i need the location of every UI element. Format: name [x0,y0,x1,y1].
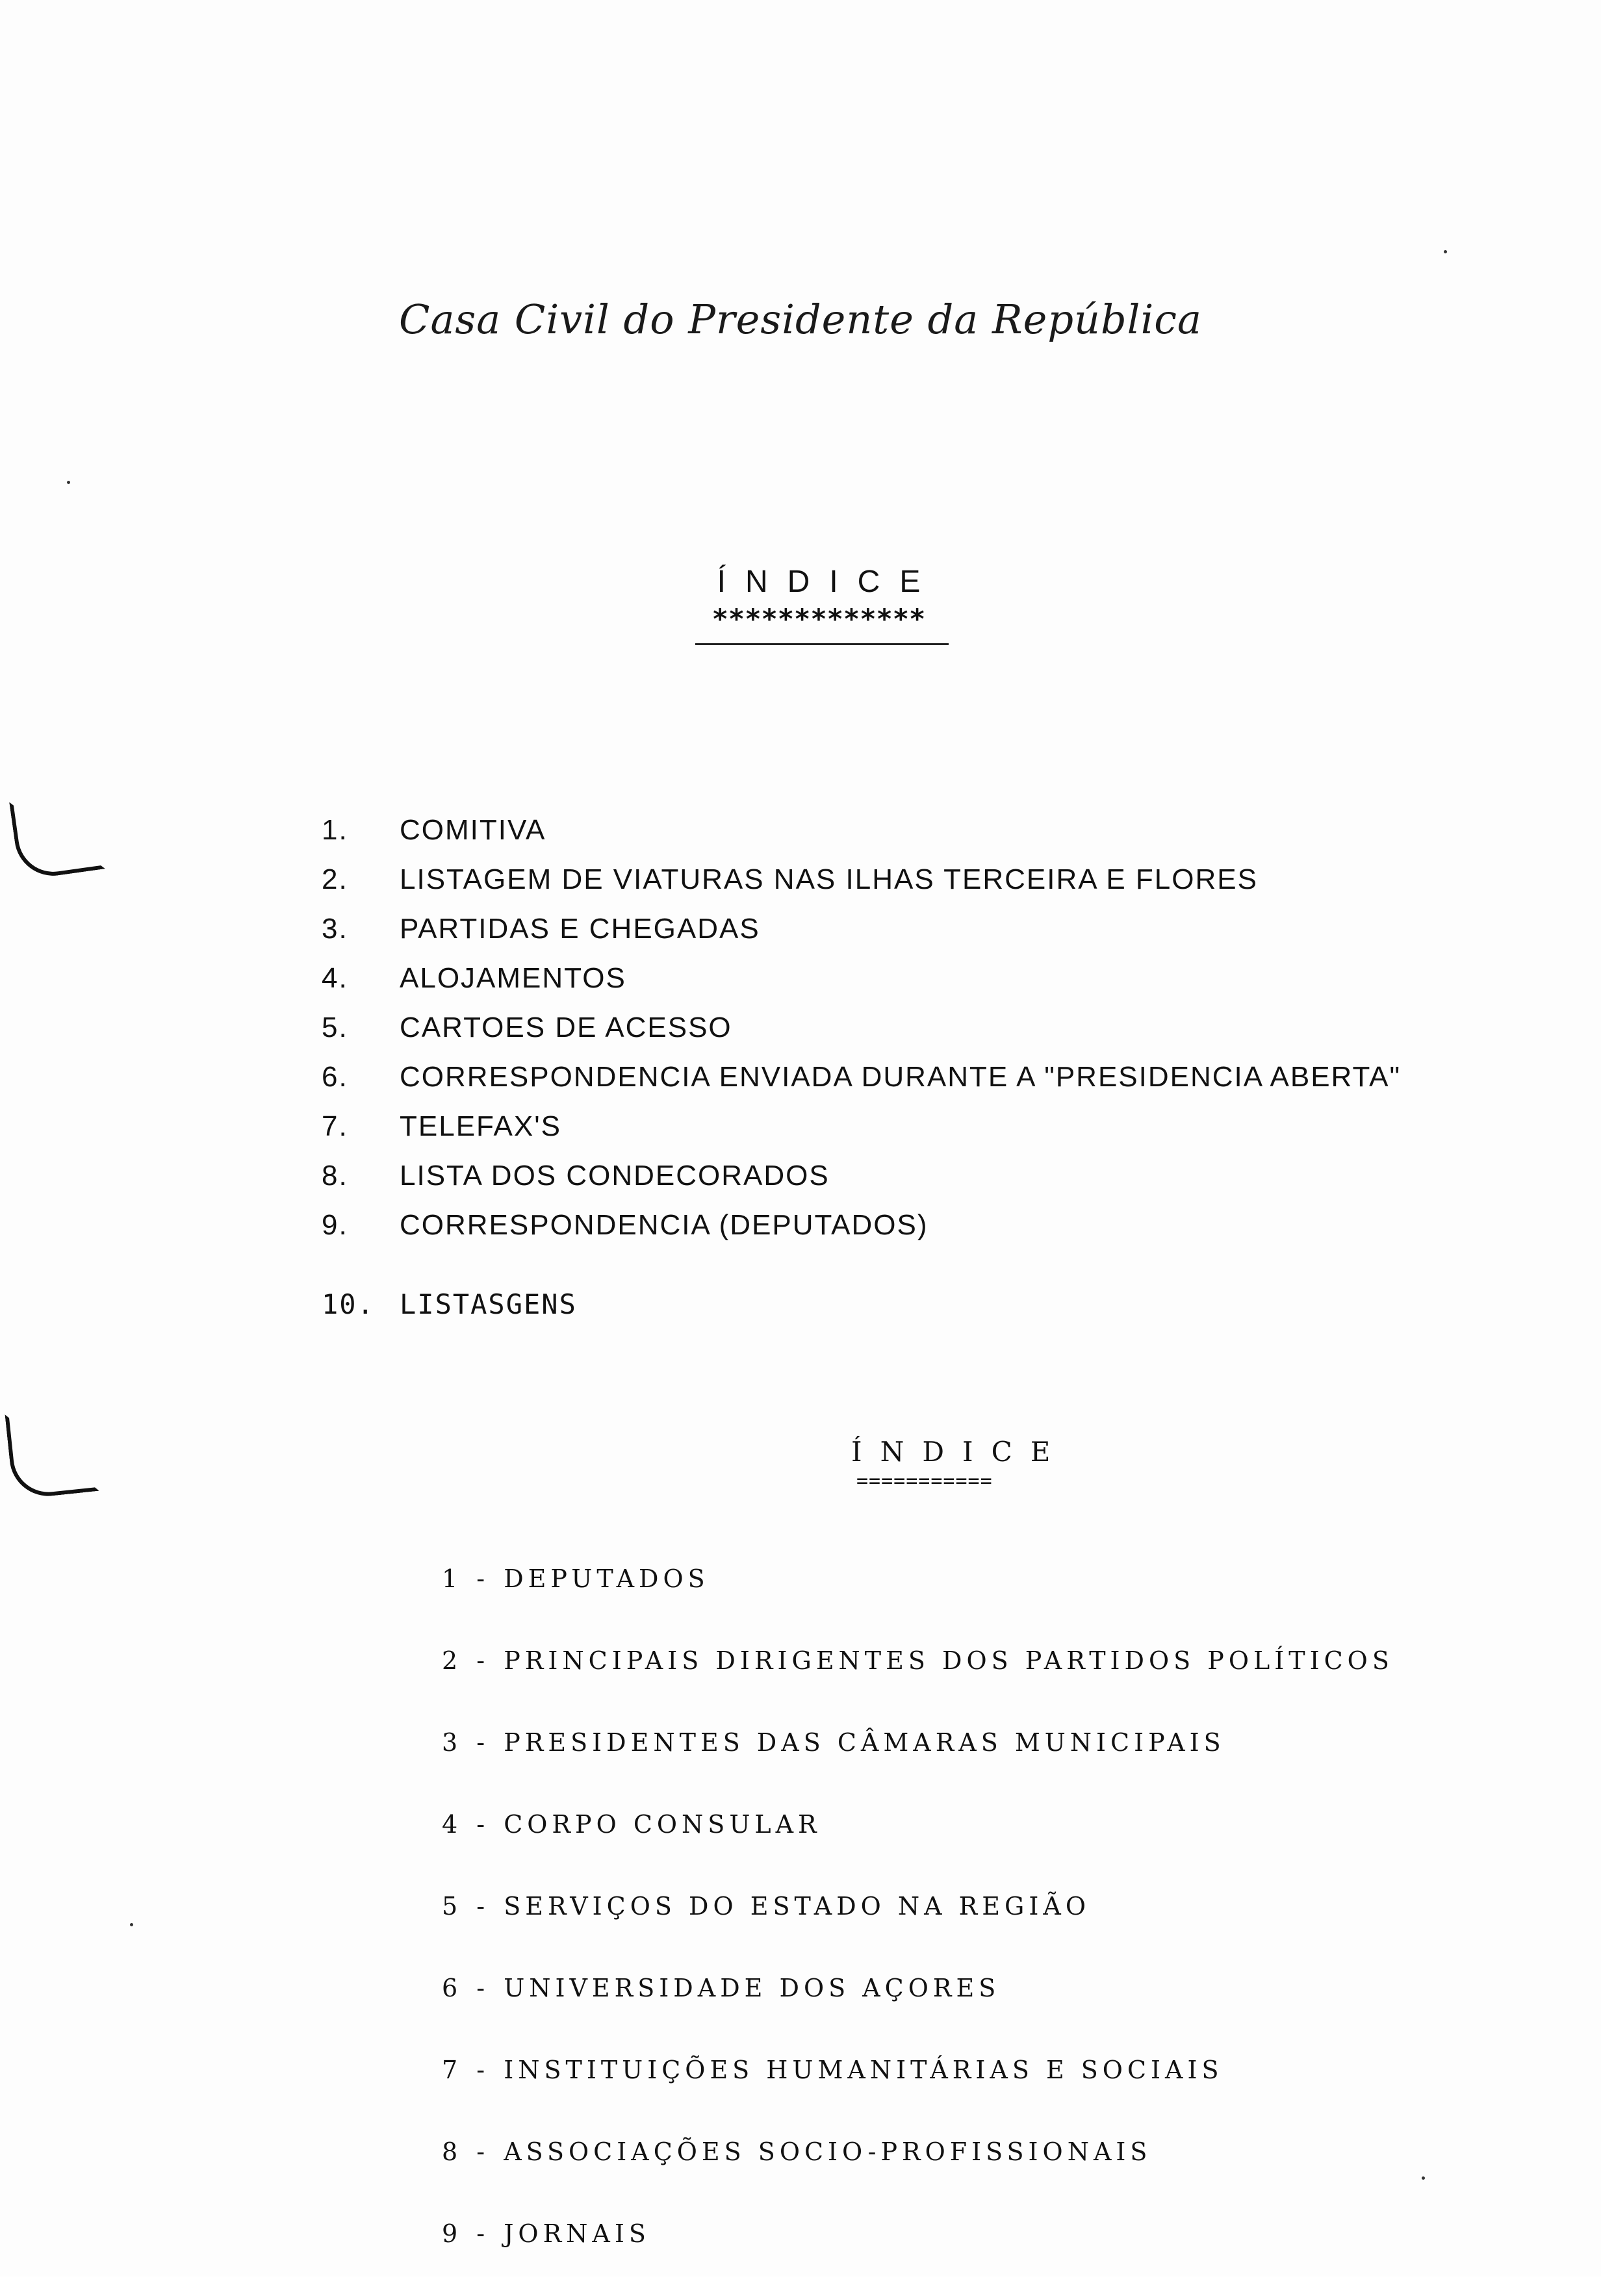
item-number: 7 [442,2056,463,2084]
item-text: TELEFAX'S [400,1110,561,1142]
list-item [322,1052,1401,1102]
list-item [442,1969,1394,2050]
item-number: 9 [442,2219,463,2248]
item-number: 5 [442,1892,463,1920]
item-separator: - [476,2056,490,2084]
list-item [322,1151,1401,1201]
punch-hole-mark [5,1405,99,1499]
list-item [322,904,1401,954]
index-title-1-stars: ************* [711,603,926,635]
list-item [442,2132,1394,2214]
letterhead: Casa Civil do Presidente da República [399,296,1202,343]
item-number: 6. [322,1061,348,1093]
item-text: SERVIÇOS DO ESTADO NA REGIÃO [504,1892,1090,1920]
item-text: LISTA DOS CONDECORADOS [400,1160,830,1192]
item-text: PRESIDENTES DAS CÂMARAS MUNICIPAIS [504,1728,1225,1757]
item-text: LISTASGENS [400,1288,577,1320]
index-title-1: ÍNDICE [717,565,940,599]
index-title-2: ÍNDICE [851,1436,1069,1468]
item-number: 4. [322,962,348,994]
scan-speck [130,1923,133,1926]
list-item [442,1723,1394,1805]
item-text: CARTOES DE ACESSO [400,1012,732,1043]
item-number: 9. [322,1209,348,1241]
item-text: ASSOCIAÇÕES SOCIO-PROFISSIONAIS [504,2137,1152,2166]
item-text: INSTITUIÇÕES HUMANITÁRIAS E SOCIAIS [504,2056,1223,2084]
item-separator: - [476,1810,490,1839]
item-text: PARTIDAS E CHEGADAS [400,913,760,945]
list-item [322,1102,1401,1151]
scan-speck [1444,250,1447,253]
index-list-2 [442,1559,1394,2296]
item-separator: - [476,1974,490,2002]
list-item [322,954,1401,1003]
item-text: UNIVERSIDADE DOS AÇORES [504,1974,1001,2002]
index-list-1 [322,806,1401,1329]
item-number: 3. [322,913,348,945]
item-number: 1. [322,814,348,846]
list-item [442,1559,1394,1641]
list-item [322,1003,1401,1052]
index-title-2-underline: =========== [856,1470,993,1492]
list-item [322,806,1401,855]
item-number: 5. [322,1012,348,1043]
item-text: COMITIVA [400,814,546,846]
item-number: 8 [442,2137,463,2166]
list-item [442,2214,1394,2296]
list-item [442,1887,1394,1969]
item-number: 1 [442,1564,463,1593]
item-separator: - [476,2219,490,2248]
item-number: 2. [322,863,348,895]
item-text: CORRESPONDENCIA (DEPUTADOS) [400,1209,929,1241]
item-number: 7. [322,1110,348,1142]
punch-hole-mark [9,790,105,880]
list-item [322,1280,1401,1329]
item-number: 4 [442,1810,463,1839]
item-separator: - [476,1646,490,1675]
item-separator: - [476,2137,490,2166]
item-number: 8. [322,1160,348,1192]
scan-speck [1422,2176,1425,2180]
scan-speck [67,481,70,484]
item-number: 6 [442,1974,463,2002]
item-number: 2 [442,1646,463,1675]
item-text: JORNAIS [504,2219,650,2248]
item-number: 10. [322,1288,375,1320]
item-separator: - [476,1728,490,1757]
list-item [442,2050,1394,2132]
item-separator: - [476,1892,490,1920]
list-item [322,855,1401,904]
item-text: DEPUTADOS [504,1564,710,1593]
item-number: 3 [442,1728,463,1757]
item-separator: - [476,1564,490,1593]
list-item [322,1201,1401,1250]
item-text: PRINCIPAIS DIRIGENTES DOS PARTIDOS POLÍTICOS [504,1646,1394,1675]
item-text: LISTAGEM DE VIATURAS NAS ILHAS TERCEIRA E FLORES [400,863,1258,895]
item-text: CORRESPONDENCIA ENVIADA DURANTE A "PRESIDENCIA ABERTA" [400,1061,1402,1093]
list-item [442,1805,1394,1887]
index-title-1-rule [695,643,949,645]
list-item [442,1641,1394,1723]
item-text: ALOJAMENTOS [400,962,626,994]
item-text: CORPO CONSULAR [504,1810,821,1839]
